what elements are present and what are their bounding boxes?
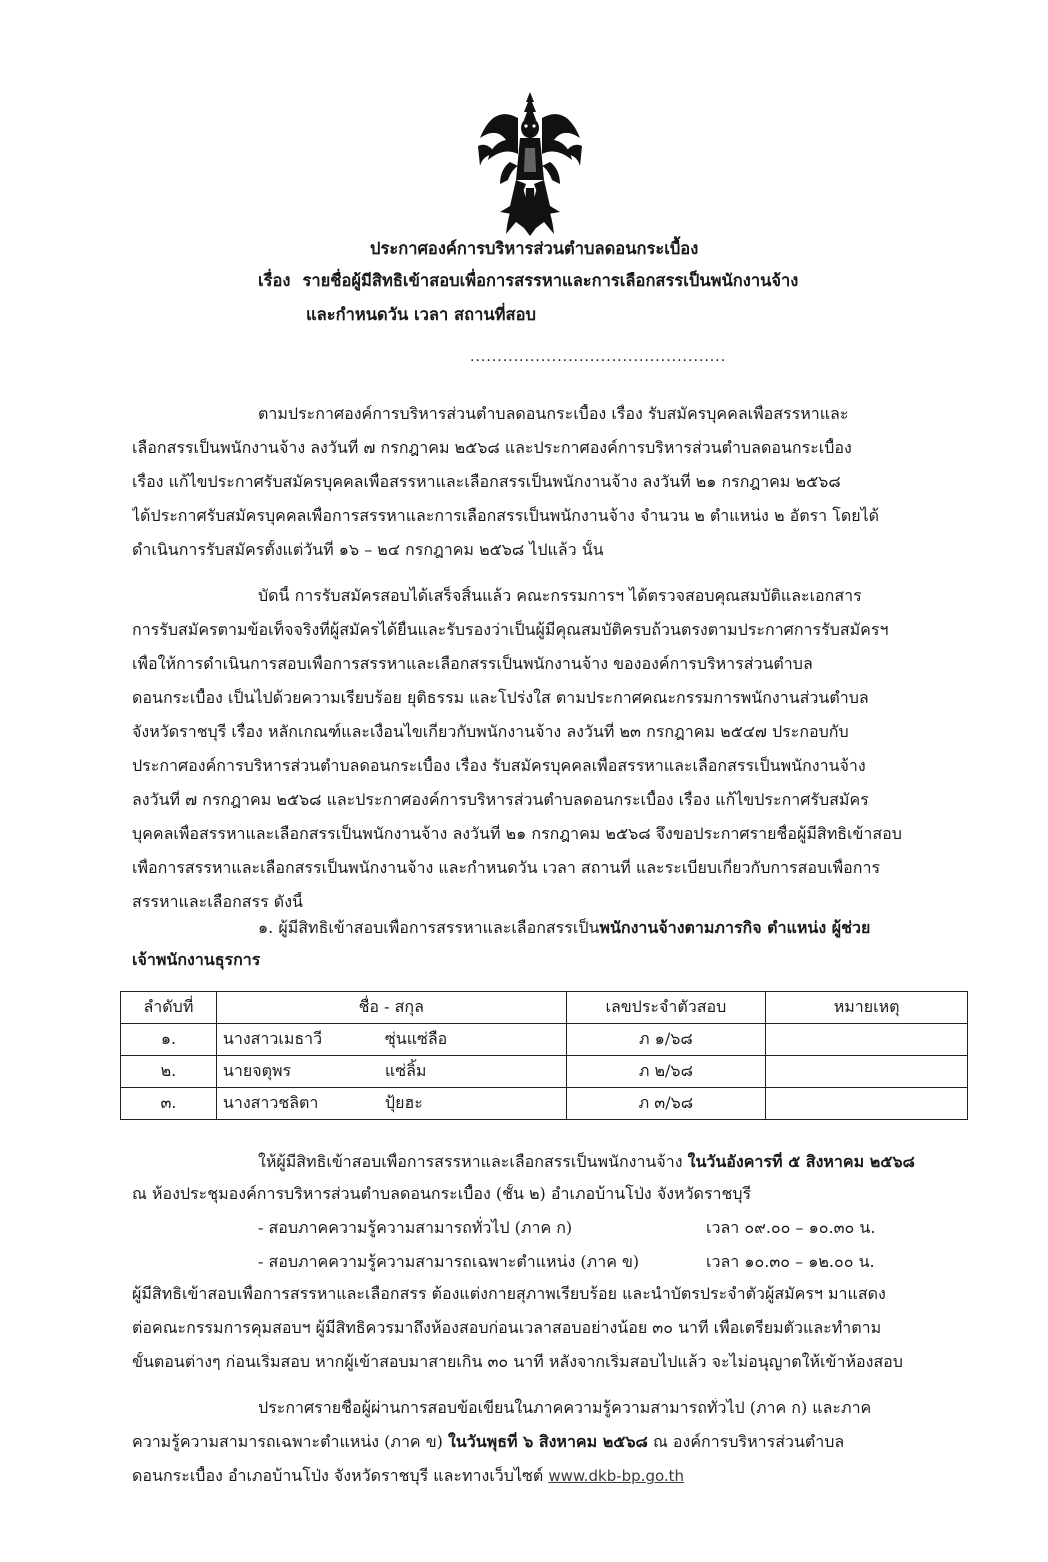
rules-line: ผู้มีสิทธิเข้าสอบเพื่อการสรรหาและเลือกสรร ต้องแต่งกายสุภาพเรียบร้อย และนำบัตรประจำตัวผู้สมัครฯ มาแสดง	[132, 1284, 886, 1303]
item1-prefix: ๑. ผู้มีสิทธิเข้าสอบเพื่อการสรรหาและเลือกสรรเป็น	[258, 918, 600, 937]
exam-date-line	[258, 1152, 970, 1172]
col-header-remark: หมายเหตุ	[766, 992, 968, 1024]
para2-line: ประกาศองค์การบริหารส่วนตำบลดอนกระเบื้อง เรื่อง รับสมัครบุคคลเพื่อสรรหาและเลือกสรรเป็นพนักงานจ้าง	[132, 756, 866, 775]
last-name: ซุ่นแซ่ลือ	[384, 1029, 448, 1048]
announce-line-2	[132, 1432, 970, 1452]
header-divider: ...............................................	[470, 349, 727, 365]
para1-line: ตามประกาศองค์การบริหารส่วนตำบลดอนกระเบื้อง เรื่อง รับสมัครบุคคลเพื่อสรรหาและ	[258, 404, 849, 423]
cell-exam-id: ภ ๑/๖๘	[566, 1024, 766, 1056]
announce-post: ณ องค์การบริหารส่วนตำบล	[647, 1432, 845, 1451]
para2-line: เพื่อให้การดำเนินการสอบเพื่อการสรรหาและเลือกสรรเป็นพนักงานจ้าง ขององค์การบริหารส่วนตำบล	[132, 654, 813, 673]
cell-order: ๑.	[121, 1024, 217, 1056]
document-title: ประกาศองค์การบริหารส่วนตำบลดอนกระเบื้อง	[370, 239, 699, 258]
para2-line: ลงวันที่ ๗ กรกฎาคม ๒๕๖๘ และประกาศองค์การบริหารส่วนตำบลดอนกระเบื้อง เรื่อง แก้ไขประกาศรับสมัคร	[132, 790, 869, 809]
first-name: นายจตุพร	[222, 1061, 292, 1080]
rules-line: ต่อคณะกรรมการคุมสอบฯ ผู้มีสิทธิควรมาถึงห้องสอบก่อนเวลาสอบอย่างน้อย ๓๐ นาที เพื่อเตรียมตัวและทำตาม	[132, 1318, 882, 1337]
announce-line-1: ประกาศรายชื่อผู้ผ่านการสอบข้อเขียนในภาคความรู้ความสามารถทั่วไป (ภาค ก) และภาค	[258, 1398, 872, 1417]
table-row	[121, 1056, 968, 1088]
subject-line-2: และกำหนดวัน เวลา สถานที่สอบ	[306, 305, 536, 324]
announce-location: ดอนกระเบื้อง อำเภอบ้านโป่ง จังหวัดราชบุรี และทางเว็บไซต์	[132, 1466, 549, 1485]
para2-line: เพื่อการสรรหาและเลือกสรรเป็นพนักงานจ้าง และกำหนดวัน เวลา สถานที่ และระเบียบเกี่ยวกับการสอบเพื่อการ	[132, 858, 881, 877]
session-time: เวลา ๑๐.๓๐ – ๑๒.๐๐ น.	[706, 1252, 875, 1271]
announce-pre: ความรู้ความสามารถเฉพาะตำแหน่ง (ภาค ข)	[132, 1432, 448, 1451]
para2-line: สรรหาและเลือกสรร ดังนี้	[132, 892, 303, 911]
session-time: เวลา ๐๙.๐๐ – ๑๐.๓๐ น.	[706, 1218, 876, 1237]
para2-line: จังหวัดราชบุรี เรื่อง หลักเกณฑ์และเงื่อนไขเกี่ยวกับพนักงานจ้าง ลงวันที่ ๒๓ กรกฎาคม ๒๕๔๗ ประกอบกับ	[132, 722, 849, 741]
cell-name	[216, 1088, 566, 1120]
subject-label: เรื่อง	[258, 271, 291, 290]
col-header-exam-id: เลขประจำตัวสอบ	[566, 992, 766, 1024]
table-header-row	[121, 992, 968, 1024]
para2-line: บัดนี้ การรับสมัครสอบได้เสร็จสิ้นแล้ว คณะกรรมการฯ ได้ตรวจสอบคุณสมบัติและเอกสาร	[258, 586, 862, 605]
last-name: ปุ้ยฮะ	[384, 1093, 423, 1112]
exam-date: ในวันอังคารที่ ๕ สิงหาคม ๒๕๖๘	[687, 1152, 915, 1171]
para2-line: ดอนกระเบื้อง เป็นไปด้วยความเรียบร้อย ยุติธรรม และโปร่งใส ตามประกาศคณะกรรมการพนักงานส่วนตำบล	[132, 688, 869, 707]
para1-line: ได้ประกาศรับสมัครบุคคลเพื่อการสรรหาและการเลือกสรรเป็นพนักงานจ้าง จำนวน ๒ ตำแหน่ง ๒ อัตรา โดยได้	[132, 506, 880, 525]
cell-name	[216, 1024, 566, 1056]
last-name: แซ่ลิ้ม	[384, 1061, 427, 1080]
cell-remark	[766, 1024, 968, 1056]
first-name: นางสาวชลิตา	[222, 1093, 319, 1112]
exam-venue-line: ณ ห้องประชุมองค์การบริหารส่วนตำบลดอนกระเบื้อง (ชั้น ๒) อำเภอบ้านโป่ง จังหวัดราชบุรี	[132, 1184, 752, 1203]
cell-exam-id: ภ ๒/๖๘	[566, 1056, 766, 1088]
cell-name	[216, 1056, 566, 1088]
session-label: - สอบภาคความรู้ความสามารถเฉพาะตำแหน่ง (ภาค ข)	[258, 1252, 640, 1271]
col-header-order: ลำดับที่	[121, 992, 217, 1024]
exam-date-pre: ให้ผู้มีสิทธิเข้าสอบเพื่อการสรรหาและเลือกสรรเป็นพนักงานจ้าง	[258, 1152, 688, 1171]
website-link[interactable]: www.dkb-bp.go.th	[548, 1467, 685, 1485]
cell-order: ๒.	[121, 1056, 217, 1088]
para2-line: บุคคลเพื่อสรรหาและเลือกสรรเป็นพนักงานจ้าง ลงวันที่ ๒๑ กรกฎาคม ๒๕๖๘ จึงขอประกาศรายชื่อผู้มีสิทธิเข้าสอบ	[132, 824, 902, 843]
announce-line-3	[132, 1466, 970, 1486]
col-header-name: ชื่อ - สกุล	[216, 992, 566, 1024]
item1-position: พนักงานจ้างตามภารกิจ ตำแหน่ง ผู้ช่วย	[599, 918, 871, 937]
candidate-table	[120, 991, 968, 1120]
table-row	[121, 1088, 968, 1120]
cell-exam-id: ภ ๓/๖๘	[566, 1088, 766, 1120]
garuda-emblem-icon	[470, 88, 590, 238]
cell-remark	[766, 1088, 968, 1120]
announce-date: ในวันพุธที่ ๖ สิงหาคม ๒๕๖๘	[447, 1432, 648, 1451]
subject-text: รายชื่อผู้มีสิทธิเข้าสอบเพื่อการสรรหาและการเลือกสรรเป็นพนักงานจ้าง	[302, 271, 799, 290]
item1-line-2: เจ้าพนักงานธุรการ	[132, 950, 261, 969]
para1-line: เรื่อง แก้ไขประกาศรับสมัครบุคคลเพื่อสรรหาและเลือกสรรเป็นพนักงานจ้าง ลงวันที่ ๒๑ กรกฎาคม ๒๕๖๘	[132, 472, 841, 491]
subject-line-1	[258, 268, 798, 294]
cell-order: ๓.	[121, 1088, 217, 1120]
first-name: นางสาวเมธาวี	[222, 1029, 323, 1048]
rules-line: ขั้นตอนต่างๆ ก่อนเริ่มสอบ หากผู้เข้าสอบมาสายเกิน ๓๐ นาที หลังจากเริ่มสอบไปแล้ว จะไม่อนุญาตให้เข้าห้องสอบ	[132, 1352, 903, 1371]
item1-line-1	[258, 918, 970, 938]
para2-line: การรับสมัครตามข้อเท็จจริงที่ผู้สมัครได้ยื่นและรับรองว่าเป็นผู้มีคุณสมบัติครบถ้วนตรงตามประกาศการรับสมัครฯ	[132, 620, 889, 639]
para1-line: เลือกสรรเป็นพนักงานจ้าง ลงวันที่ ๗ กรกฎาคม ๒๕๖๘ และประกาศองค์การบริหารส่วนตำบลดอนกระเบื้อง	[132, 438, 852, 457]
cell-remark	[766, 1056, 968, 1088]
para1-line: ดำเนินการรับสมัครตั้งแต่วันที่ ๑๖ – ๒๔ กรกฎาคม ๒๕๖๘ ไปแล้ว นั้น	[132, 540, 604, 559]
session-label: - สอบภาคความรู้ความสามารถทั่วไป (ภาค ก)	[258, 1218, 573, 1237]
table-row	[121, 1024, 968, 1056]
